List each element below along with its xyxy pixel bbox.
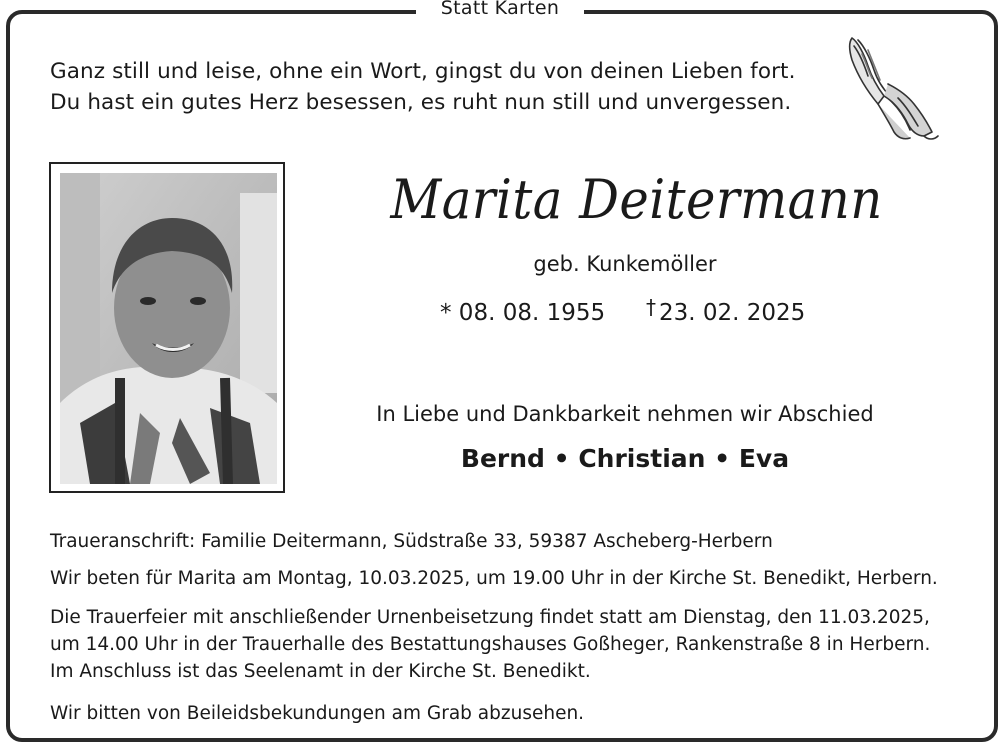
family-names: Bernd • Christian • Eva — [460, 444, 790, 473]
deceased-name: Marita Deitermann — [390, 168, 883, 231]
praying-hands-icon — [838, 32, 942, 144]
ceremony-line-2: um 14.00 Uhr in der Trauerhalle des Bestattungshauses Goßheger, Rankenstraße 8 in Herbern. — [50, 634, 931, 655]
birth-name: geb. Kunkemöller — [533, 252, 717, 276]
ceremony-line-1: Die Trauerfeier mit anschließender Urnenbeisetzung findet statt am Dienstag, den 11.03.2025, — [50, 607, 930, 628]
ceremony-line-3: Im Anschluss ist das Seelenamt in der Kirche St. Benedikt. — [50, 661, 591, 682]
header-label: Statt Karten — [440, 0, 560, 19]
portrait-illustration — [60, 173, 277, 484]
cross-icon: † — [646, 295, 656, 319]
portrait-photo — [60, 173, 277, 484]
ceremony-notice — [50, 604, 930, 685]
verse-line-1: Ganz still und leise, ohne ein Wort, gingst du von deinen Lieben fort. — [50, 59, 796, 84]
prayer-notice: Wir beten für Marita am Montag, 10.03.2025, um 19.00 Uhr in der Kirche St. Benedikt, Herbern. — [50, 568, 938, 589]
death-date-group — [646, 295, 806, 326]
death-date: 23. 02. 2025 — [659, 300, 806, 326]
verse — [50, 56, 796, 118]
mourning-address: Traueranschrift: Familie Deitermann, Südstraße 33, 59387 Ascheberg-Herbern — [50, 531, 773, 552]
condolence-notice: Wir bitten von Beileidsbekundungen am Grab abzusehen. — [50, 703, 585, 724]
birth-date: * 08. 08. 1955 — [440, 300, 606, 326]
verse-line-2: Du hast ein gutes Herz besessen, es ruht nun still und unvergessen. — [50, 90, 792, 115]
farewell-text: In Liebe und Dankbarkeit nehmen wir Abschied — [376, 402, 874, 426]
